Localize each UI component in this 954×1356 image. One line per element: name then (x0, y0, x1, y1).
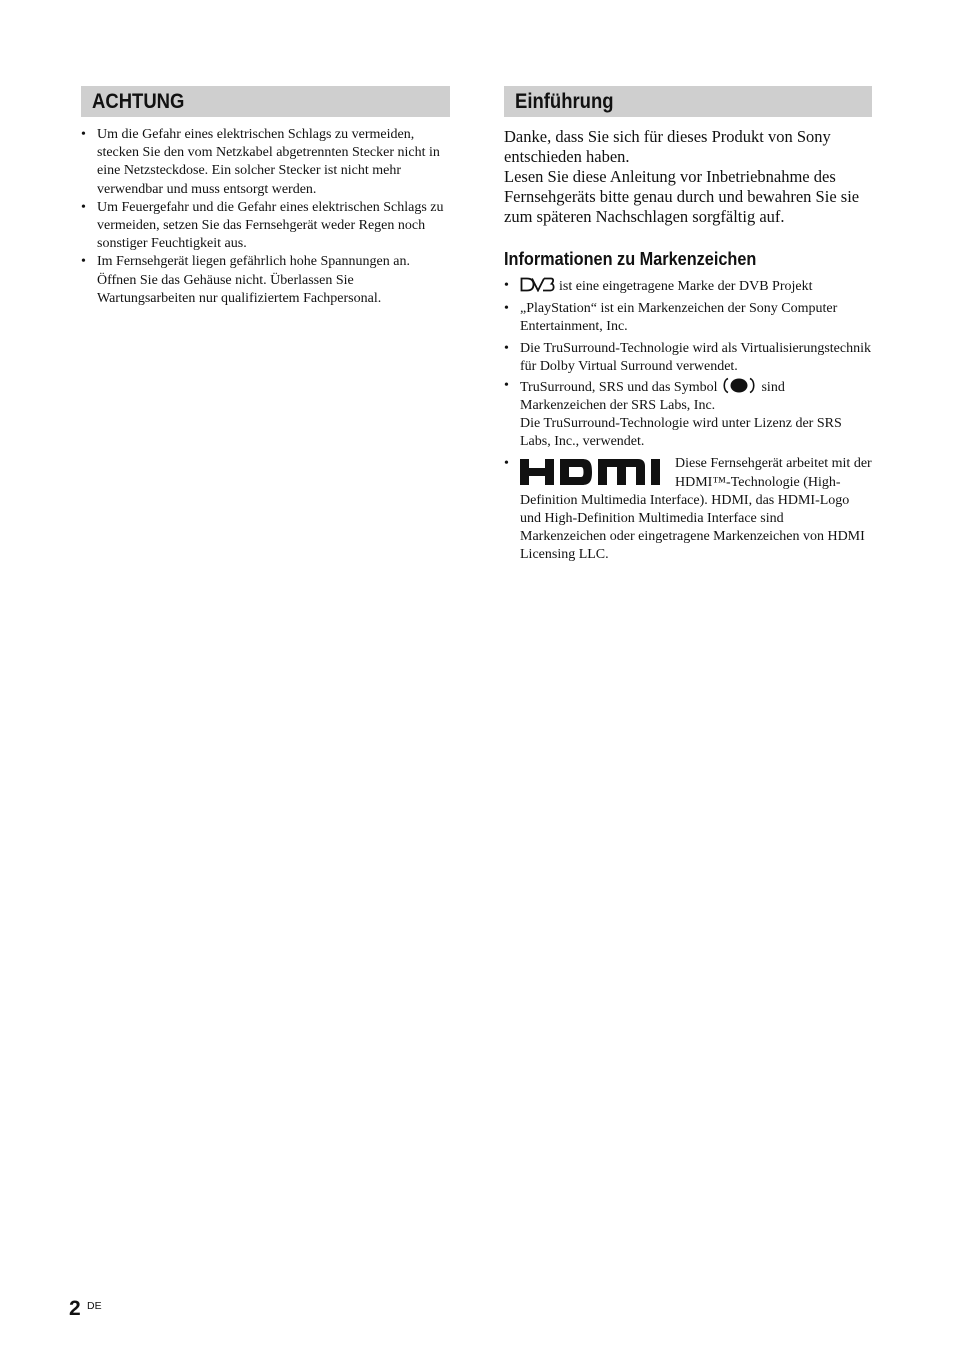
introduction-text (504, 127, 872, 227)
warning-heading: ACHTUNG (81, 86, 450, 117)
page-language-code: DE (87, 1300, 102, 1312)
warning-list (81, 126, 450, 308)
intro-paragraph: Lesen Sie diese Anleitung vor Inbetriebnahme des Fernsehgeräts bitte genau durch und bewahren Sie sie zum späteren Nachschlagen sorgfältig auf. (504, 167, 860, 226)
trademarks-list (504, 277, 872, 565)
introduction-heading: Einführung (504, 86, 872, 117)
list-item: • „PlayStation“ ist ein Markenzeichen der Sony Computer Entertainment, Inc. (504, 301, 838, 335)
introduction-section (504, 86, 872, 568)
list-item: • TruSurround, SRS und das Symbol sind Markenzeichen der SRS Labs, Inc. Die TruSurround-Technologie wird unter Lizenz der SRS Labs, Inc., verwendet. (504, 377, 842, 450)
list-item: • Diese Fernsehgerät arbeitet mit der HDMI™-Technologie (High-Definition Multimedia Interface). HDMI, das HDMI-Logo und High-Definition Multimedia Interface sind Markenzeichen oder eingetragene Markenzeichen von HDMI Licensing LLC. (504, 456, 872, 563)
warning-section (81, 86, 450, 308)
list-item: • Um Feuergefahr und die Gefahr eines elektrischen Schlags zu vermeiden, setzen Sie das Fernsehgerät weder Regen noch sonstiger Feuchtigkeit aus. (81, 199, 444, 252)
page-number: 2 (69, 1297, 81, 1320)
list-item: • Im Fernsehgerät liegen gefährlich hohe Spannungen an. Öffnen Sie das Gehäuse nicht. Überlassen Sie Wartungsarbeiten nur qualifiziertem Fachpersonal. (81, 254, 410, 306)
list-item: • ist eine eingetragene Marke der DVB Projekt (504, 278, 813, 294)
list-item: • Um die Gefahr eines elektrischen Schlags zu vermeiden, stecken Sie den vom Netzkabel abgetrennten Stecker nicht in eine Netzsteckdose. Ein solcher Stecker ist nicht mehr verwendbar und muss entsorgt werden. (81, 127, 440, 197)
trademarks-heading: Informationen zu Markenzeichen (504, 248, 757, 269)
hdmi-logo-icon (520, 457, 667, 485)
srs-symbol-icon (721, 377, 757, 394)
intro-paragraph: Danke, dass Sie sich für dieses Produkt von Sony entschieden haben. (504, 127, 831, 166)
dvb-logo-icon (520, 277, 555, 292)
list-item: • Die TruSurround-Technologie wird als Virtualisierungstechnik für Dolby Virtual Surround verwendet. (504, 341, 871, 375)
